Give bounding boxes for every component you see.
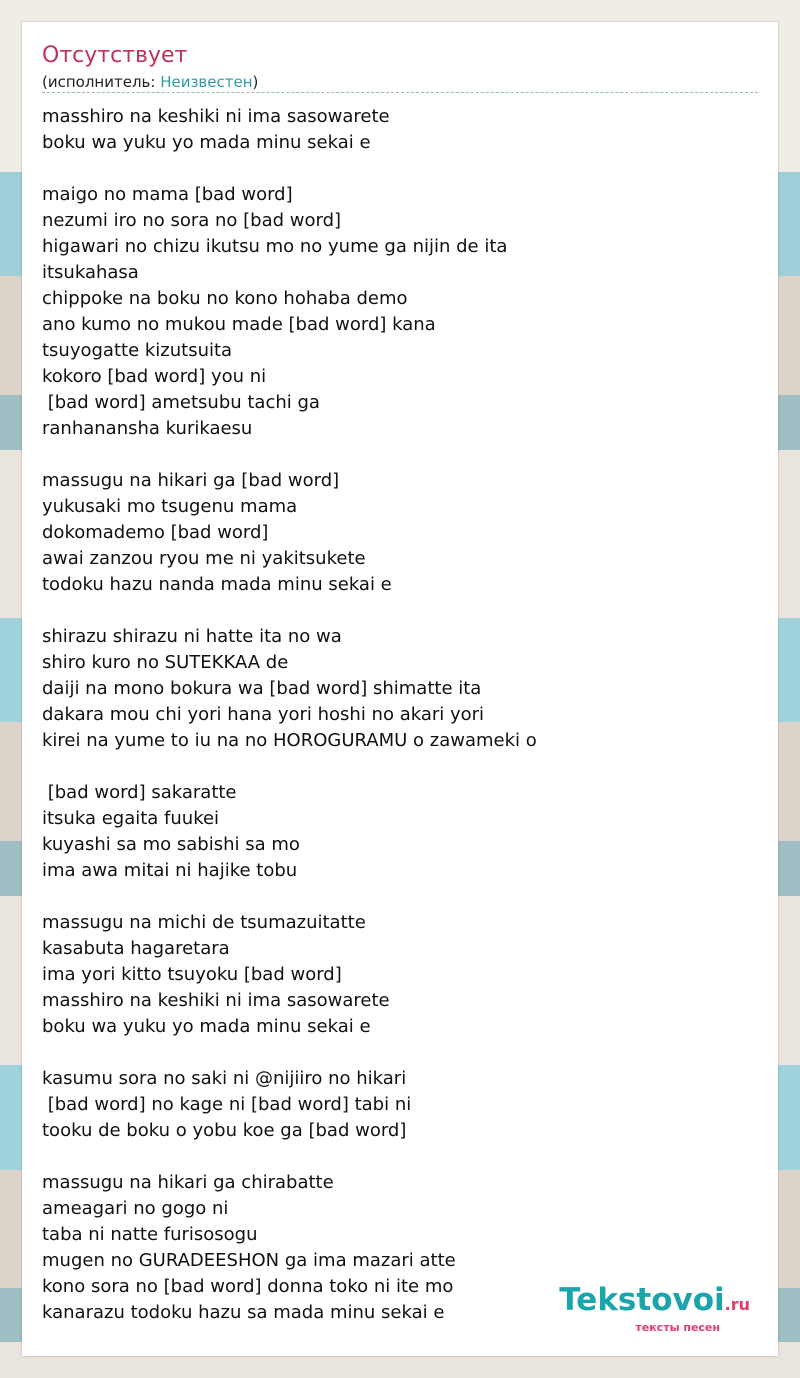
lyric-line: [bad word] ametsubu tachi ga [42,392,320,413]
lyric-line: [bad word] no kage ni [bad word] tabi ni [42,1094,412,1115]
song-title: Отсутствует [42,43,188,68]
lyric-line: yukusaki mo tsugenu mama [42,496,298,517]
lyric-line: boku wa yuku yo mada minu sekai e [42,132,371,153]
lyric-blank-line [42,1040,758,1066]
lyric-line: kanarazu todoku hazu sa mada minu sekai e [42,1302,445,1323]
lyric-blank-line [42,1144,758,1170]
lyric-line: maigo no mama [bad word] [42,184,293,205]
lyric-line: kokoro [bad word] you ni [42,366,267,387]
lyric-blank-line [42,754,758,780]
lyric-line: [bad word] sakaratte [42,782,237,803]
lyric-line: ima yori kitto tsuyoku [bad word] [42,964,342,985]
lyric-line: kirei na yume to iu na no HOROGURAMU o zawameki o [42,730,537,751]
logo-wordmark [559,1283,750,1322]
artist-prefix: (исполнитель: [42,73,161,91]
lyric-line: ima awa mitai ni hajike tobu [42,860,298,881]
lyric-line: kuyashi sa mo sabishi sa mo [42,834,300,855]
lyric-line: ranhanansha kurikaesu [42,418,253,439]
lyric-line: dokomademo [bad word] [42,522,269,543]
lyric-line: daiji na mono bokura wa [bad word] shimatte ita [42,678,482,699]
artist-line [42,72,258,92]
logo-tld: .ru [724,1295,750,1314]
lyric-line: kasabuta hagaretara [42,938,230,959]
lyric-line: shiro kuro no SUTEKKAA de [42,652,289,673]
lyric-line: boku wa yuku yo mada minu sekai e [42,1016,371,1037]
lyric-line: shirazu shirazu ni hatte ita no wa [42,626,342,647]
logo-main-text: Tekstovoi [559,1282,725,1318]
lyric-line: ameagari no gogo ni [42,1198,229,1219]
lyric-line: itsuka egaita fuukei [42,808,220,829]
lyric-blank-line [42,884,758,910]
lyrics-text [42,104,758,1326]
lyric-blank-line [42,598,758,624]
lyric-blank-line [42,156,758,182]
logo-tagline: тексты песен [635,1321,720,1334]
lyric-line: dakara mou chi yori hana yori hoshi no akari yori [42,704,485,725]
artist-suffix: ) [252,73,259,91]
lyric-line: mugen no GURADEESHON ga ima mazari atte [42,1250,456,1271]
lyric-line: tsuyogatte kizutsuita [42,340,233,361]
lyric-line: higawari no chizu ikutsu mo no yume ga nijin de ita [42,236,508,257]
title-divider [42,92,758,93]
lyric-line: todoku hazu nanda mada minu sekai e [42,574,392,595]
site-logo[interactable] [559,1283,750,1334]
lyric-line: taba ni natte furisosogu [42,1224,258,1245]
lyric-line: kasumu sora no saki ni @nijiiro no hikari [42,1068,407,1089]
lyric-line: awai zanzou ryou me ni yakitsukete [42,548,366,569]
lyric-line: masshiro na keshiki ni ima sasowarete [42,106,390,127]
lyric-line: ano kumo no mukou made [bad word] kana [42,314,436,335]
lyric-line: tooku de boku o yobu koe ga [bad word] [42,1120,407,1141]
lyric-line: massugu na hikari ga [bad word] [42,470,340,491]
lyric-line: massugu na hikari ga chirabatte [42,1172,334,1193]
lyric-line: masshiro na keshiki ni ima sasowarete [42,990,390,1011]
lyric-blank-line [42,442,758,468]
lyric-line: kono sora no [bad word] donna toko ni ite mo [42,1276,454,1297]
lyric-line: chippoke na boku no kono hohaba demo [42,288,408,309]
lyric-line: nezumi iro no sora no [bad word] [42,210,342,231]
artist-link[interactable]: Неизвестен [160,73,253,91]
lyric-line: massugu na michi de tsumazuitatte [42,912,366,933]
lyrics-card [22,22,778,1356]
lyric-line: itsukahasa [42,262,139,283]
